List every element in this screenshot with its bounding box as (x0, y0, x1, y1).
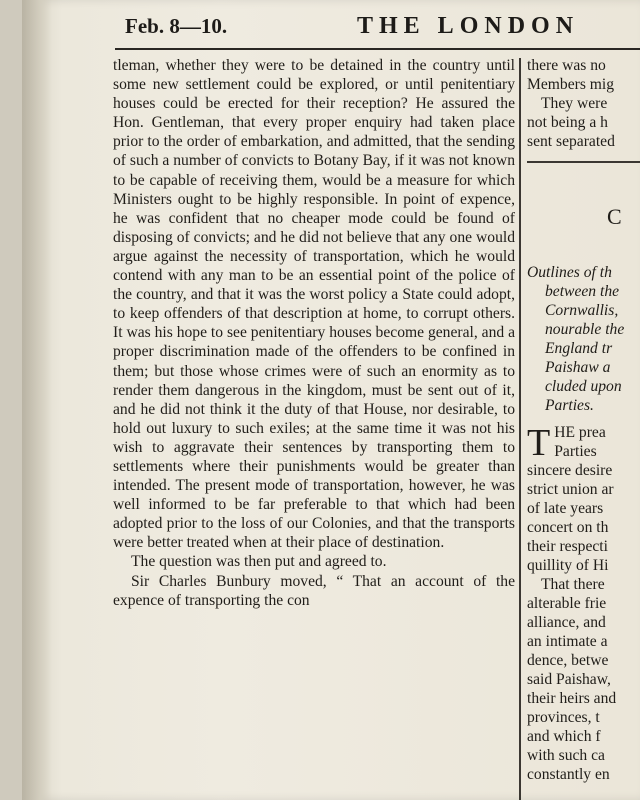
side-line: constantly en (527, 765, 610, 783)
side-line: That there (541, 575, 605, 593)
side-line: their heirs and (527, 689, 617, 707)
side-line: of late years (527, 499, 604, 517)
side-line: there was no (527, 57, 606, 74)
side-italic-line: Cornwallis, (545, 301, 619, 319)
side-line: HE prea (554, 423, 606, 441)
side-column (527, 56, 640, 800)
side-line: provinces, t (527, 708, 600, 726)
side-italic-line: cluded upon (545, 377, 622, 395)
side-line: and which f (527, 727, 601, 745)
side-line: dence, betwe (527, 651, 609, 669)
article-paragraph: Sir Charles Bunbury moved, “ That an account of the expence of transporting the con (113, 572, 515, 609)
column-divider (519, 58, 521, 800)
side-line: Parties (554, 442, 597, 460)
side-line: strict union ar (527, 480, 614, 498)
side-line: said Paishaw, (527, 670, 611, 688)
side-line: alliance, and (527, 613, 606, 631)
drop-cap: T (527, 421, 551, 464)
side-italic-line: England tr (545, 339, 613, 357)
header-rule (115, 48, 640, 50)
side-line: They were (541, 95, 608, 112)
side-italic-line: between the (545, 282, 620, 300)
page-fold-shadow (22, 0, 52, 800)
side-italic-line: nourable the (545, 320, 625, 338)
side-line: quillity of Hi (527, 556, 609, 574)
side-italic-line: Outlines of th (527, 263, 612, 281)
side-line: not being a h (527, 114, 608, 131)
side-italic-line: Paishaw a (545, 358, 611, 376)
side-line: sincere desire (527, 461, 613, 479)
section-heading: C (607, 203, 626, 229)
side-line: alterable frie (527, 594, 607, 612)
article-paragraph: The question was then put and agreed to. (131, 553, 387, 571)
side-line: with such ca (527, 746, 605, 764)
side-line: sent separated (527, 133, 615, 150)
issue-date: Feb. 8—10. (125, 14, 228, 38)
masthead-title: THE LONDON (357, 13, 580, 39)
article-paragraph: tleman, whether they were to be detained in the country until some new settlement could be explored, or until penitentiary houses could be erected for their reception? He assured the Hon. Gentleman, that every proper enquiry had taken place prior to the order of embarkation, and admitted, that the sending of such a number of convicts to Botany Bay, if it was not known to be capable of receiving them, would be a measure for which Ministers ought to be highly responsible. In point of expence, he was confident that no cheaper mode could be found of disposing of convicts; and he did not believe that any one would argue against the necessity of transportation, which he would contend with any man to be an essential point of the police of the country, and that it was the worst policy a State could adopt, to keep offenders of that description at home, to corrupt others. It was his hope to see penitentiary houses become general, and a proper discrimination made of the offenders to be confined in them; but those whose crimes were of such an enormity as to render them dangerous in the kingdom, must be sent out of it, and he did not think it the duty of that House, nor desirable, to hold out luxury to such exiles; at the same time it was not his wish to aggravate their sentences by transporting them to settlements where their punishments would be greater than intended. The present mode of transportation, however, he was well informed to be far preferable to that which had been adopted prior to the loss of our Colonies, and that the transports were better treated when at their place of destination. (113, 57, 515, 552)
main-column (113, 56, 515, 800)
side-line: concert on th (527, 518, 609, 536)
side-line: their respecti (527, 537, 608, 555)
side-line: Members mig (527, 76, 615, 93)
section-rule (527, 161, 640, 163)
side-italic-line: Parties. (545, 396, 594, 414)
page-header (125, 8, 640, 44)
side-line: an intimate a (527, 632, 608, 650)
